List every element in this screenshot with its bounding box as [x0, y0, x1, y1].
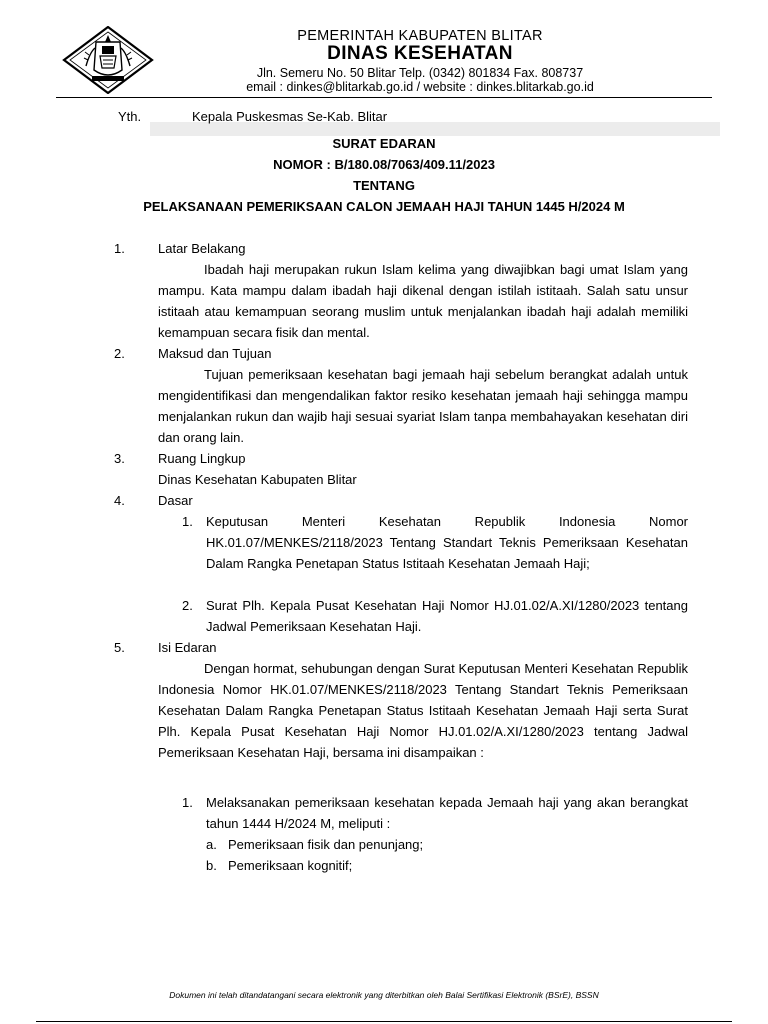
- department-name: DINAS KESEHATAN: [327, 43, 513, 64]
- list-item-number: 2.: [182, 598, 193, 613]
- sub-item-text: Pemeriksaan kognitif;: [228, 858, 353, 873]
- letterhead-rule: [56, 97, 712, 98]
- blitar-regency-emblem: [62, 26, 154, 94]
- letter-about: TENTANG: [353, 178, 415, 193]
- letter-subject: PELAKSANAAN PEMERIKSAAN CALON JEMAAH HAJI TAHUN 1445 H/2024 M: [143, 199, 625, 214]
- section-paragraph: Dengan hormat, sehubungan dengan Surat Keputusan Menteri Kesehatan Republik Indonesia Nomor HK.01.07/MENKES/2118/2023 Tentang Standart Teknis Pemeriksaan Kesehatan Dalam Rangka Penetapan Status Istitaah Kesehatan Jemaah Haji serta Surat Plh. Kepala Pusat Kesehatan Haji Nomor HJ.01.02/A.XI/1280/2023 tentang Jadwal Pemeriksaan Kesehatan Haji, bersama ini disampaikan :: [158, 661, 688, 760]
- section-heading: Latar Belakang: [158, 241, 246, 256]
- section-number: 5.: [114, 640, 125, 655]
- office-address: Jln. Semeru No. 50 Blitar Telp. (0342) 801834 Fax. 808737: [256, 66, 584, 80]
- list-item-number: 1.: [182, 795, 193, 810]
- section-number: 1.: [114, 241, 125, 256]
- letter-kind: SURAT EDARAN: [332, 136, 436, 151]
- section-heading: Ruang Lingkup: [158, 451, 246, 466]
- section-heading: Maksud dan Tujuan: [158, 346, 272, 361]
- list-item-number: 1.: [182, 514, 193, 529]
- section-heading: Isi Edaran: [158, 640, 217, 655]
- recipient-highlight: [150, 122, 720, 136]
- list-item-text: Keputusan Menteri Kesehatan Republik Indonesia Nomor HK.01.07/MENKES/2118/2023 Tentang Standart Teknis Pemeriksaan Kesehatan Dalam Rangka Penetapan Status Istitaah Kesehatan Jemaah Haji;: [206, 514, 688, 571]
- section-heading: Dasar: [158, 493, 193, 508]
- section-paragraph: Tujuan pemeriksaan kesehatan bagi jemaah haji sebelum berangkat adalah untuk mengidentifikasi dan mengendalikan faktor resiko kesehatan jemaah haji sehingga mampu menjalankan rukun dan wajib haji sesuai syariat Islam tanpa membahayakan kesehatan diri dan orang lain.: [158, 367, 688, 445]
- section-number: 2.: [114, 346, 125, 361]
- list-item-text: Melaksanakan pemeriksaan kesehatan kepada Jemaah haji yang akan berangkat tahun 1444 H/2024 M, meliputi :: [206, 795, 688, 831]
- office-contact: email : dinkes@blitarkab.go.id / website : dinkes.blitarkab.go.id: [246, 80, 594, 94]
- list-item-text: Surat Plh. Kepala Pusat Kesehatan Haji Nomor HJ.01.02/A.XI/1280/2023 tentang Jadwal Pemeriksaan Kesehatan Haji.: [206, 598, 688, 634]
- section-number: 3.: [114, 451, 125, 466]
- footer-rule: [36, 1021, 732, 1022]
- section-number: 4.: [114, 493, 125, 508]
- recipient-value: Kepala Puskesmas Se-Kab. Blitar: [192, 109, 388, 124]
- recipient-label: Yth.: [118, 109, 142, 124]
- e-signature-note: Dokumen ini telah ditandatangani secara elektronik yang diterbitkan oleh Balai Sertifikasi Elektronik (BSrE), BSSN: [169, 990, 599, 1000]
- sub-item-text: Pemeriksaan fisik dan penunjang;: [228, 837, 424, 852]
- section-paragraph: Ibadah haji merupakan rukun Islam kelima yang diwajibkan bagi umat Islam yang mampu. Kata mampu dalam ibadah haji dikenal dengan istilah istitaah. Salah satu unsur istitaah atau kemampuan seorang muslim untuk menjalankan ibadah haji adalah memiliki kemampuan secara fisik dan mental.: [158, 262, 688, 340]
- sub-item-letter: a.: [206, 837, 217, 852]
- sub-item-letter: b.: [206, 858, 217, 873]
- government-name: PEMERINTAH KABUPATEN BLITAR: [297, 28, 543, 44]
- letter-number: NOMOR : B/180.08/7063/409.11/2023: [273, 157, 495, 172]
- section-paragraph: Dinas Kesehatan Kabupaten Blitar: [158, 472, 357, 487]
